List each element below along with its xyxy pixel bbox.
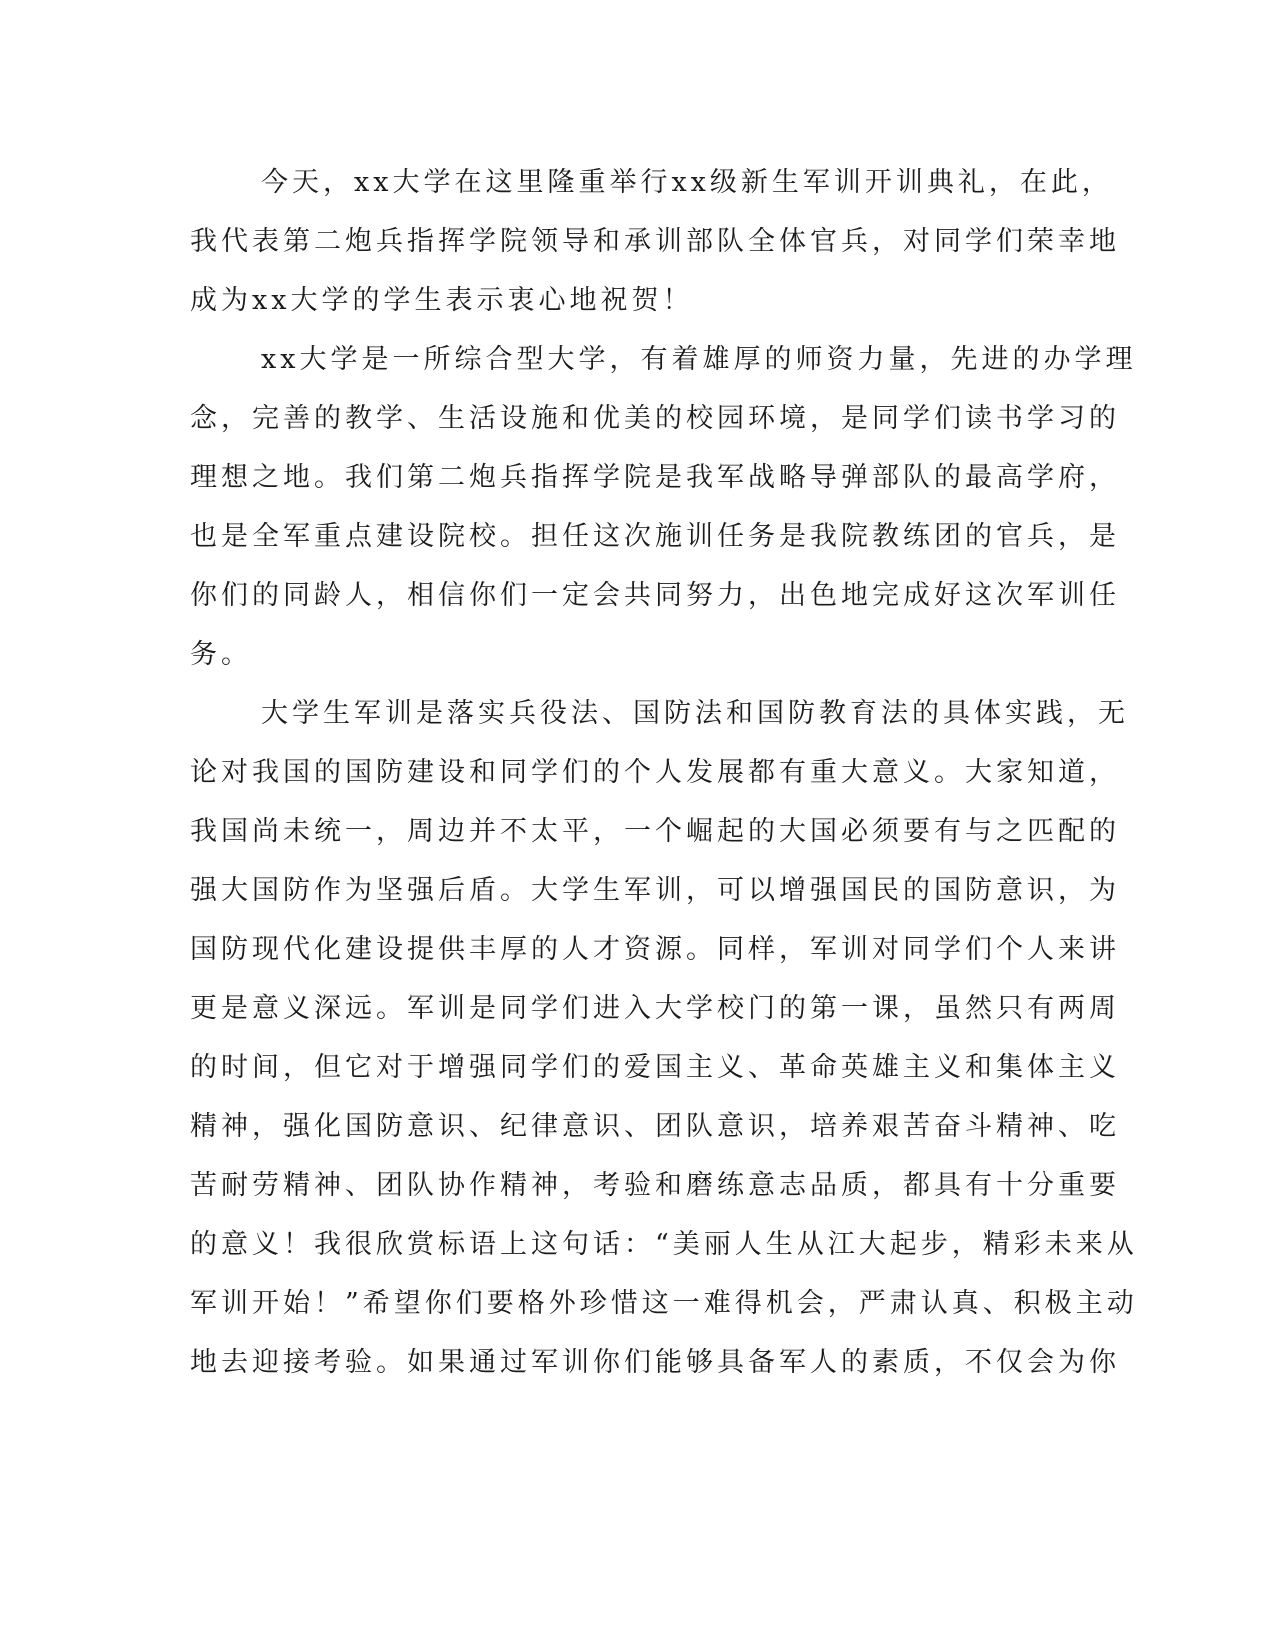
paragraph-2-line-4: 也是全军重点建设院校。担任这次施训任务是我院教练团的官兵，是 bbox=[190, 521, 1120, 552]
paragraph-3-line-4: 强大国防作为坚强后盾。大学生军训，可以增强国民的国防意识，为 bbox=[190, 875, 1120, 906]
paragraph-1-line-1: 今天，xx大学在这里隆重举行xx级新生军训开训典礼，在此， bbox=[261, 167, 1113, 198]
paragraph-3-line-5: 国防现代化建设提供丰厚的人才资源。同样，军训对同学们个人来讲 bbox=[190, 934, 1120, 965]
paragraph-2-line-3: 理想之地。我们第二炮兵指挥学院是我军战略导弹部队的最高学府， bbox=[190, 462, 1120, 493]
paragraph-3-line-12: 地去迎接考验。如果通过军训你们能够具备军人的素质，不仅会为你 bbox=[190, 1347, 1120, 1378]
paragraph-3-line-8: 精神，强化国防意识、纪律意识、团队意识，培养艰苦奋斗精神、吃 bbox=[190, 1111, 1120, 1142]
paragraph-3-line-10: 的意义！我很欣赏标语上这句话：“美丽人生从江大起步，精彩未来从 bbox=[190, 1229, 1138, 1260]
paragraph-1-line-2: 我代表第二炮兵指挥学院领导和承训部队全体官兵，对同学们荣幸地 bbox=[190, 226, 1120, 257]
paragraph-2-line-1: xx大学是一所综合型大学，有着雄厚的师资力量，先进的办学理 bbox=[261, 344, 1137, 375]
paragraph-3-line-2: 论对我国的国防建设和同学们的个人发展都有重大意义。大家知道， bbox=[190, 757, 1120, 788]
paragraph-3-line-7: 的时间，但它对于增强同学们的爱国主义、革命英雄主义和集体主义 bbox=[190, 1052, 1120, 1083]
paragraph-2-line-2: 念，完善的教学、生活设施和优美的校园环境，是同学们读书学习的 bbox=[190, 403, 1120, 434]
paragraph-3-line-6: 更是意义深远。军训是同学们进入大学校门的第一课，虽然只有两周 bbox=[190, 993, 1120, 1024]
paragraph-3-line-9: 苦耐劳精神、团队协作精神，考验和磨练意志品质，都具有十分重要 bbox=[190, 1170, 1120, 1201]
paragraph-1-line-3: 成为xx大学的学生表示衷心地祝贺！ bbox=[190, 285, 694, 316]
paragraph-2-line-6: 务。 bbox=[190, 639, 252, 670]
paragraph-2-line-5: 你们的同龄人，相信你们一定会共同努力，出色地完成好这次军训任 bbox=[190, 580, 1120, 611]
paragraph-3-line-1: 大学生军训是落实兵役法、国防法和国防教育法的具体实践，无 bbox=[261, 698, 1129, 729]
paragraph-3-line-3: 我国尚未统一，周边并不太平，一个崛起的大国必须要有与之匹配的 bbox=[190, 816, 1120, 847]
paragraph-3-line-11: 军训开始！”希望你们要格外珍惜这一难得机会，严肃认真、积极主动 bbox=[190, 1288, 1138, 1319]
